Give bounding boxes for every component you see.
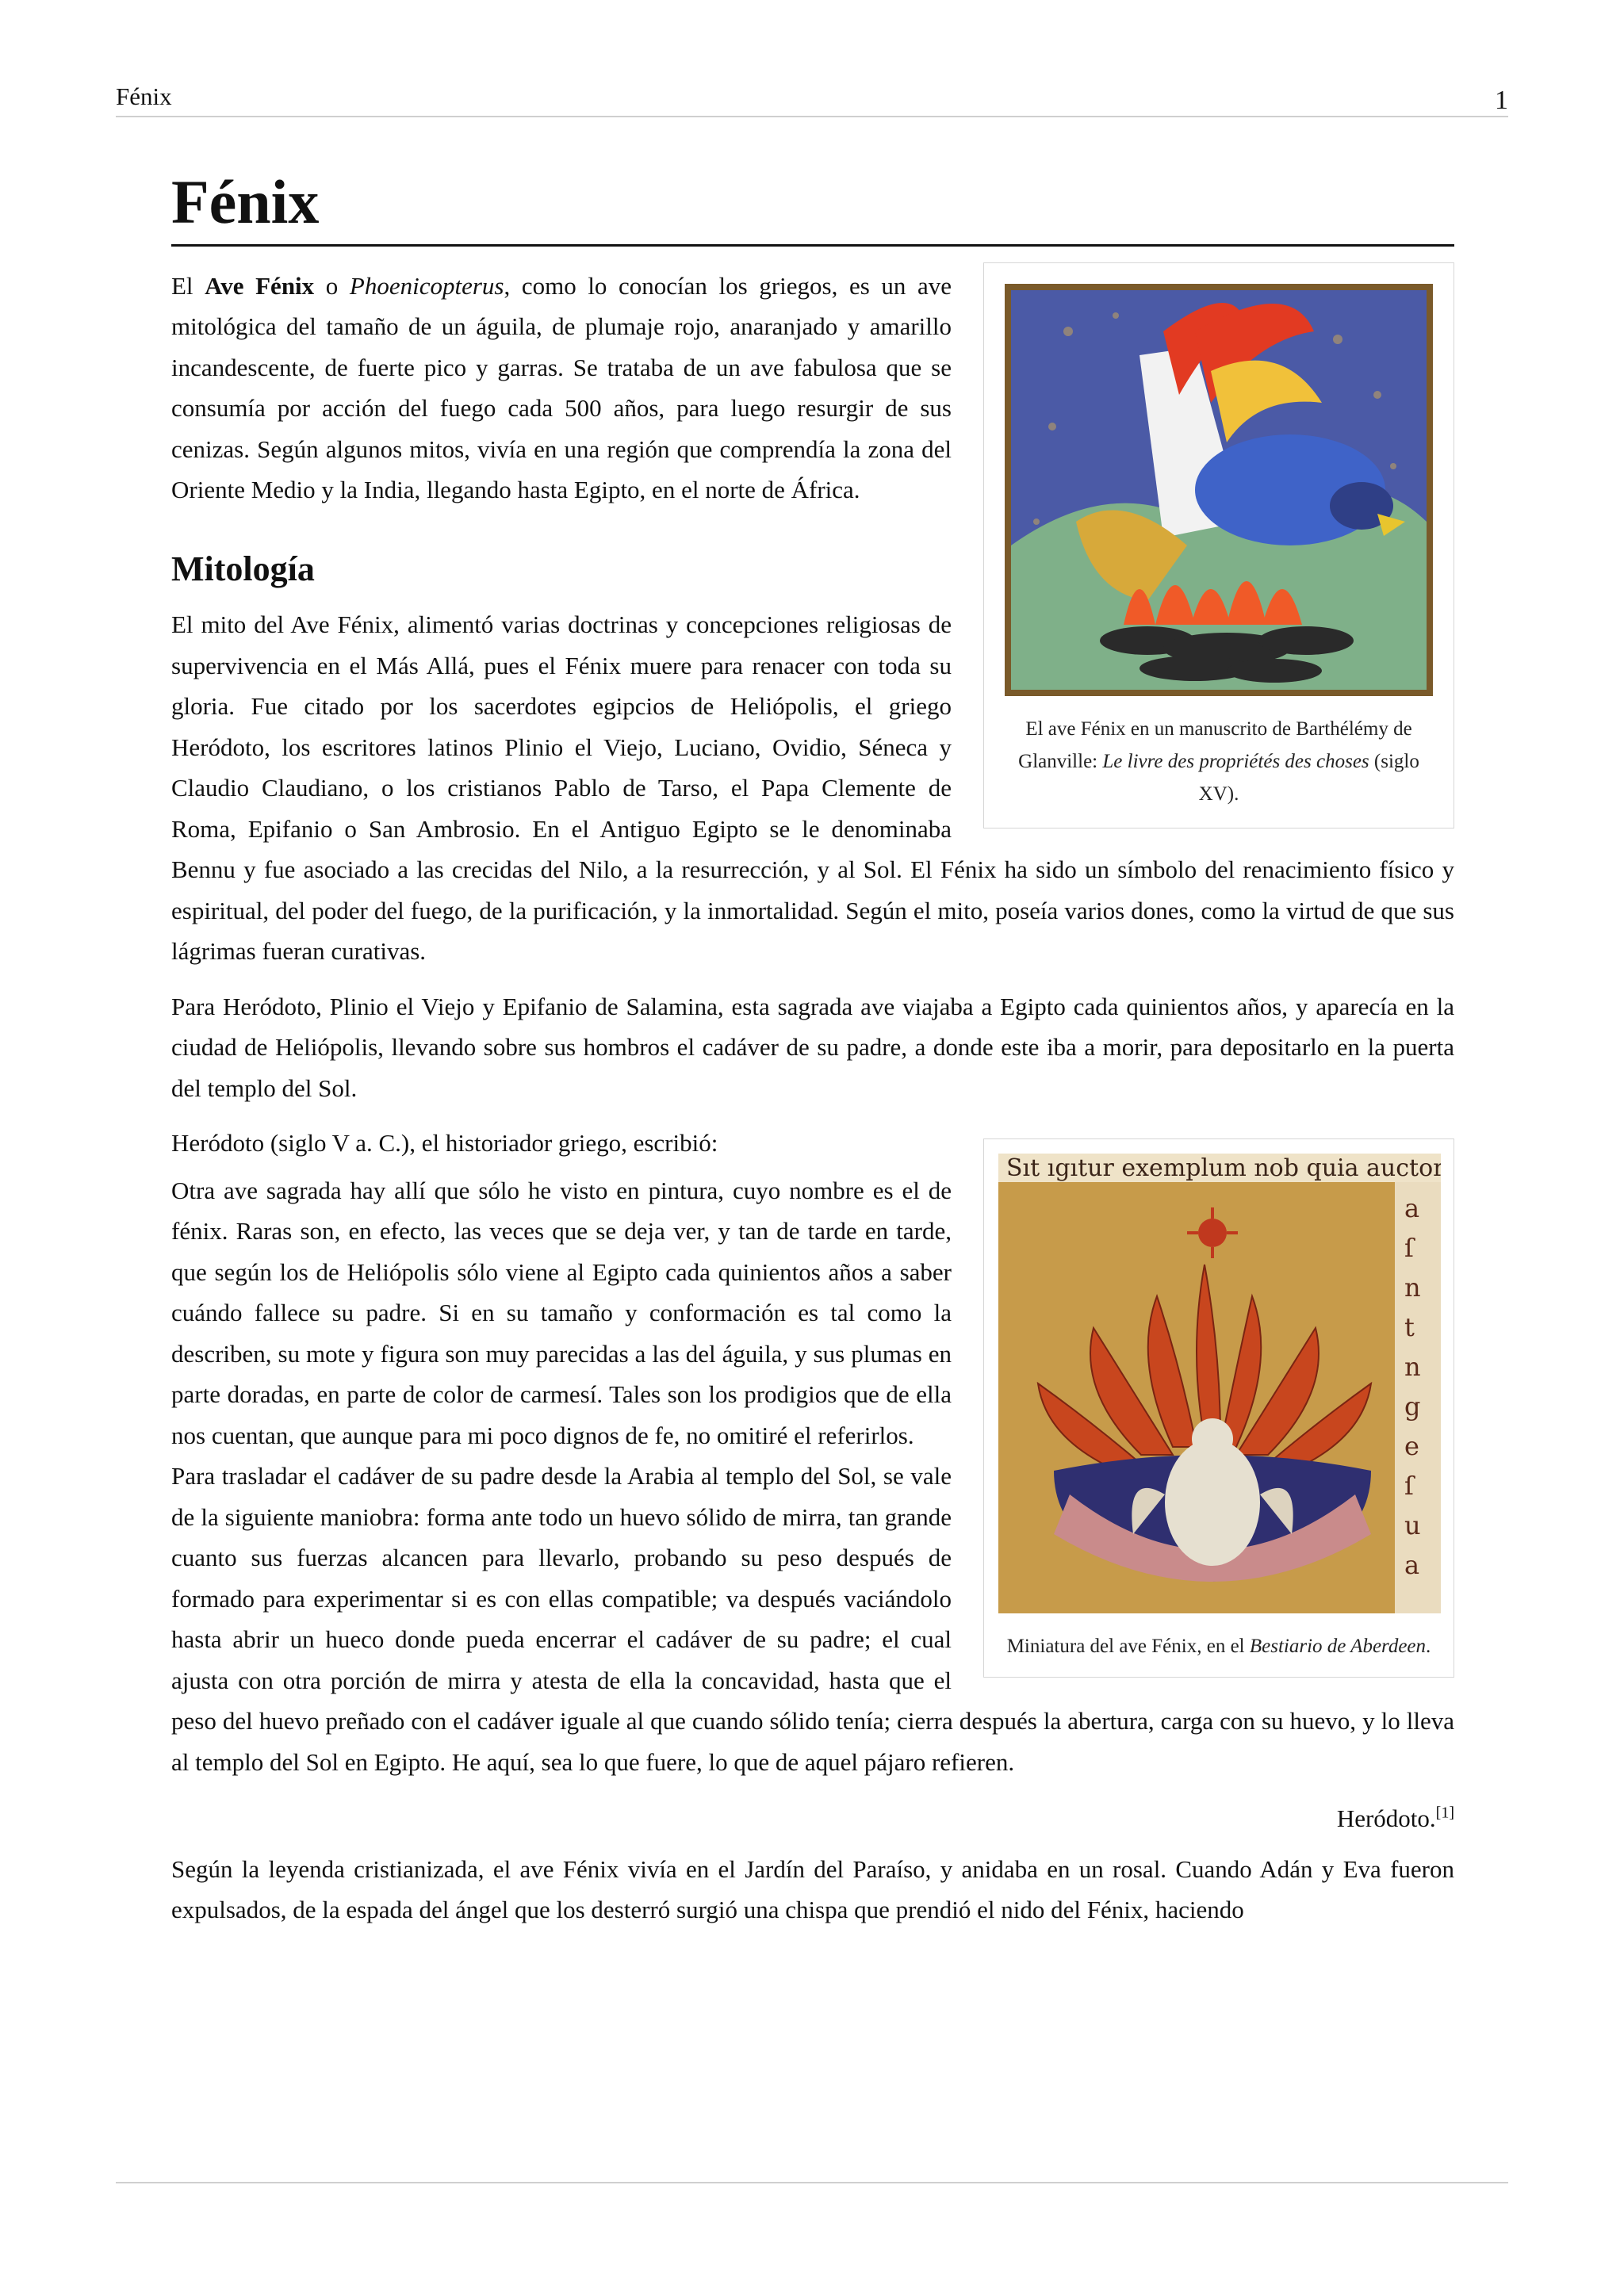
svg-text:n: n (1404, 1352, 1421, 1383)
term-italic: Phoenicopterus (349, 271, 504, 300)
section-heading-mitologia: Mitología (171, 549, 315, 588)
attribution-text: Heródoto. (1336, 1804, 1436, 1833)
caption-italic: Le livre des propriétés des choses (1102, 750, 1369, 772)
quote-paragraph: Para trasladar el cadáver de su padre desde la Arabia al templo del Sol, se vale de la siguiente maniobra: forma ante todo un huevo sólido de mirra, tan grande cuanto sus fuerzas alcancen para llevarlo, probando su peso después de formado para experimentar si es con ellas compatible; va después vaciándolo hasta abrir un hueco donde pueda encerrar el cadáver de su padre; el cual ajusta con otra porción de mirra y atesta de ella la concavidad, hasta que el peso del huevo preñado con el cadáver iguale al que cuando sólido tenía; cierra después la abertura, carga con su huevo, y lo lleva al templo del Sol en Egipto. He aquí, sea lo que fuere, lo que de aquel pájaro refieren. (171, 1462, 1454, 1776)
figure-caption (998, 1630, 1439, 1663)
figure-aberdeen-bestiary (983, 1138, 1454, 1678)
caption-text: . (1426, 1636, 1431, 1658)
svg-text:u: u (1404, 1510, 1421, 1541)
phoenix-manuscript-image (1005, 284, 1433, 696)
svg-text:a: a (1404, 1193, 1420, 1224)
svg-text:ſ: ſ (1404, 1471, 1414, 1502)
running-header-title: Fénix (116, 82, 172, 110)
caption-text: Miniatura del ave Fénix, en el (1006, 1636, 1250, 1658)
term-bold: Ave Fénix (205, 271, 315, 300)
svg-text:n: n (1404, 1272, 1421, 1303)
svg-text:a: a (1404, 1550, 1420, 1581)
caption-text: El ave Fénix en un manuscrito de Barthélémy de Glanville: (1018, 718, 1412, 772)
paragraph: El mito del Ave Fénix, alimentó varias doctrinas y concepciones religiosas de supervivencia en el Más Allá, pues el Fénix muere para renacer con toda su gloria. Fue citado por los sacerdotes egipcios de Heliópolis, el griego Heródoto, los escritores latinos Plinio el Viejo, Luciano, Ovidio, Séneca y Claudio Claudiano, o los cristianos Pablo de Tarso, el Papa Clemente de Roma, Epifanio o San Ambrosio. En el Antiguo Egipto se le denominaba Bennu y fue asociado a las crecidas del Nilo, a la resurrección, y al Sol. El Fénix ha sido un símbolo del renacimiento físico y espiritual, del poder del fuego, de la purificación, y la inmortalidad. Según el mito, poseía varios dones, como la virtud de que sus lágrimas fueran curativas. (171, 610, 1454, 966)
caption-italic: Bestiario de Aberdeen (1249, 1636, 1427, 1658)
running-header (116, 79, 1508, 117)
figure-phoenix-manuscript (983, 262, 1454, 828)
quote-paragraph: Otra ave sagrada hay allí que sólo he visto en pintura, cuyo nombre es el de fénix. Raras son, en efecto, las veces que se deja ver, y tan de tarde en tarde, que según los de Heliópolis sólo viene al Egipto cada quinientos años a saber cuándo fallece su padre. Si en su tamaño y conformación es tal como la describen, su mote y figura son muy parecidas a las del águila, y sus plumas en parte doradas, en parte de color de carmesí. Tales son los prodigios que de ella nos cuentan, que aunque para mi poco dignos de fe, no omitiré el referirlos. (171, 1176, 952, 1449)
caption-text: (siglo XV). (1198, 750, 1419, 805)
phoenix-bestiary-image (998, 1154, 1441, 1613)
article-body (171, 151, 1454, 1945)
paragraph: Según la leyenda cristianizada, el ave Fénix vivía en el Jardín del Paraíso, y anidaba en un rosal. Cuando Adán y Eva fueron expulsados, de la espada del ángel que los desterró surgió una chispa que prendió el nido del Fénix, haciendo (171, 1854, 1454, 1924)
svg-text:t: t (1404, 1312, 1415, 1343)
figure-caption (1005, 713, 1433, 810)
paragraph: Para Heródoto, Plinio el Viejo y Epifanio de Salamina, esta sagrada ave viajaba a Egipto cada quinientos años, y aparecía en la ciudad de Heliópolis, llevando sobre sus hombros el cadáver de su padre, a donde este iba a morir, para depositarlo en la puerta del templo del Sol. (171, 992, 1454, 1102)
paragraph: Heródoto (siglo V a. C.), el historiador griego, escribió: (171, 1129, 718, 1158)
page-number: 1 (1495, 86, 1508, 115)
text-run: o (314, 271, 350, 300)
footer-rule (116, 2182, 1508, 2183)
svg-text:ſ: ſ (1404, 1233, 1414, 1264)
svg-text:g: g (1404, 1391, 1421, 1422)
svg-text:Sıt ıgıtur exemplum nob quia a: Sıt ıgıtur exemplum nob quia auctor c (1006, 1154, 1441, 1183)
text-run: El (171, 271, 205, 300)
quote-attribution (171, 1798, 1454, 1839)
text-run: , como lo conocían los griegos, es un ave mitológica del tamaño de un águila, de plumaje rojo, anaranjado y amarillo incandescente, de fuerte pico y garras. Se trataba de un ave fabulosa que se consumía por acción del fuego cada 500 años, para luego resurgir de sus cenizas. Según algunos mitos, vivía en una región que comprendía la zona del Oriente Medio y la India, llegando hasta Egipto, en el norte de África. (171, 271, 952, 504)
svg-text:e: e (1404, 1431, 1419, 1462)
reference-link[interactable]: [1] (1435, 1804, 1454, 1823)
article-title: Fénix (171, 166, 1454, 247)
